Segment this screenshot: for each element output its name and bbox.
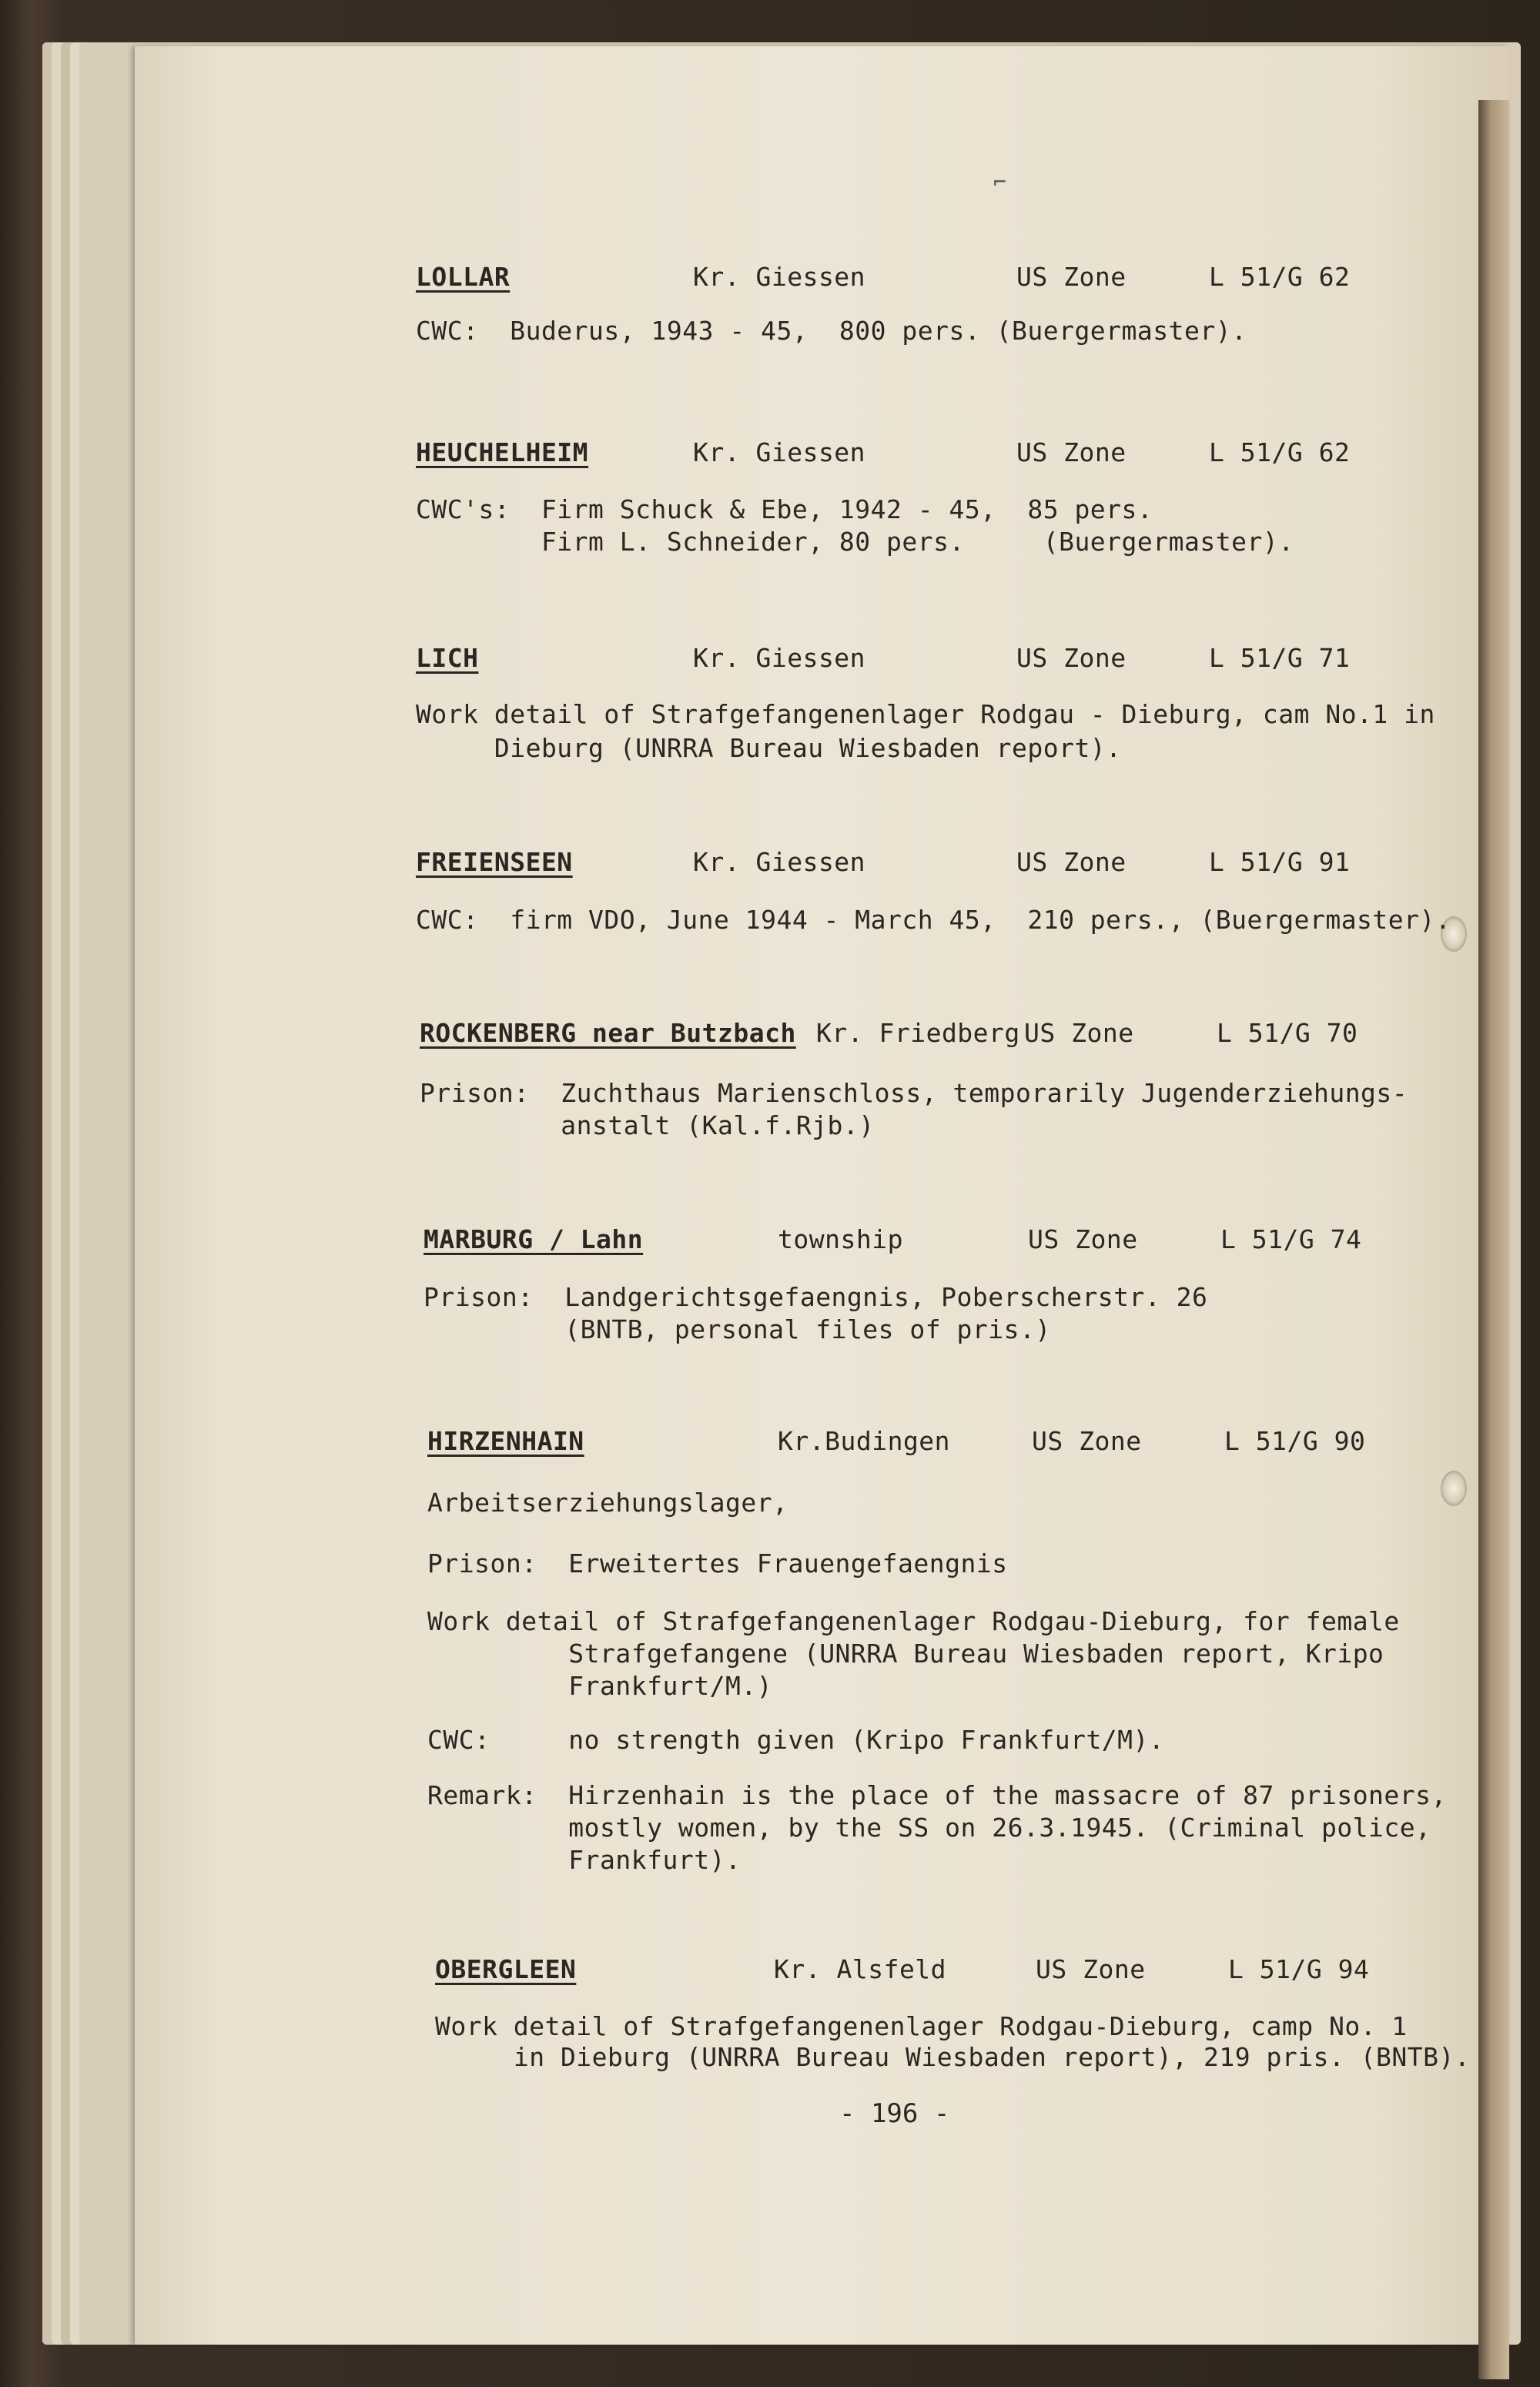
entry-line: anstalt (Kal.f.Rjb.) [420,1110,875,1140]
entry-line: Work detail of Strafgefangenenlager Rodgau-Dieburg, for female [427,1606,1400,1636]
entry-line: Work detail of Strafgefangenenlager Rodgau - Dieburg, cam No.1 in [416,699,1435,729]
reference: L 51/G 62 [1209,437,1351,467]
entry-line: Prison: Zuchthaus Marienschloss, temporarily Jugenderziehungs- [420,1078,1408,1108]
district: Kr. Friedberg [816,1018,1020,1048]
place-name: HEUCHELHEIM [416,437,589,467]
page-number: - 196 - [839,2098,950,2129]
place-name: LICH [416,643,479,673]
entry-line: in Dieburg (UNRRA Bureau Wiesbaden report), 219 pris. (BNTB). [435,2042,1471,2072]
entry-line: Remark: Hirzenhain is the place of the massacre of 87 prisoners, [427,1780,1447,1810]
reference: L 51/G 71 [1209,643,1351,673]
entry-line: CWC: no strength given (Kripo Frankfurt/M). [427,1725,1165,1755]
place-name: MARBURG / Lahn [424,1224,644,1254]
entry-line: Work detail of Strafgefangenenlager Rodgau-Dieburg, camp No. 1 [435,2011,1408,2041]
entry-line: Frankfurt/M.) [427,1671,773,1701]
place-name: ROCKENBERG near Butzbach [420,1018,796,1048]
district: Kr. Giessen [693,643,866,673]
reference: L 51/G 94 [1228,1954,1370,1984]
entry-line: Frankfurt). [427,1845,742,1875]
district: Kr. Giessen [693,262,866,292]
punch-hole [1441,1471,1467,1506]
zone: US Zone [1036,1954,1146,1984]
place-name: HIRZENHAIN [427,1426,584,1456]
document-page [135,46,1509,2345]
entry-line: Arbeitserziehungslager, [427,1488,788,1518]
reference: L 51/G 91 [1209,847,1351,877]
top-mark: ⌐ [993,169,1006,195]
zone: US Zone [1024,1018,1134,1048]
district: Kr.Budingen [778,1426,951,1456]
zone: US Zone [1032,1426,1142,1456]
entry-line: CWC's: Firm Schuck & Ebe, 1942 - 45, 85 pers. [416,494,1153,524]
zone: US Zone [1016,847,1127,877]
entry-line: Prison: Erweitertes Frauengefaengnis [427,1548,1008,1578]
entry-line: Dieburg (UNRRA Bureau Wiesbaden report). [416,733,1122,763]
entry-line: CWC: firm VDO, June 1944 - March 45, 210 pers., (Buergermaster). [416,905,1451,935]
district: township [778,1224,903,1254]
reference: L 51/G 70 [1217,1018,1358,1048]
place-name: OBERGLEEN [435,1954,577,1984]
district: Kr. Alsfeld [774,1954,947,1984]
reference: L 51/G 90 [1224,1426,1366,1456]
entry-line: Prison: Landgerichtsgefaengnis, Poberscherstr. 26 [424,1282,1208,1312]
zone: US Zone [1016,643,1127,673]
district: Kr. Giessen [693,437,866,467]
zone: US Zone [1028,1224,1138,1254]
reference: L 51/G 74 [1220,1224,1362,1254]
binding-edge [1478,100,1509,2379]
entry-line: Firm L. Schneider, 80 pers. (Buergermaster). [416,527,1294,557]
district: Kr. Giessen [693,847,866,877]
entry-line: Strafgefangene (UNRRA Bureau Wiesbaden report, Kripo [427,1639,1384,1669]
zone: US Zone [1016,437,1127,467]
place-name: LOLLAR [416,262,511,292]
place-name: FREIENSEEN [416,847,573,877]
entry-line: CWC: Buderus, 1943 - 45, 800 pers. (Buergermaster). [416,316,1247,346]
reference: L 51/G 62 [1209,262,1351,292]
entry-line: (BNTB, personal files of pris.) [424,1314,1051,1344]
entry-line: mostly women, by the SS on 26.3.1945. (Criminal police, [427,1813,1431,1843]
zone: US Zone [1016,262,1127,292]
